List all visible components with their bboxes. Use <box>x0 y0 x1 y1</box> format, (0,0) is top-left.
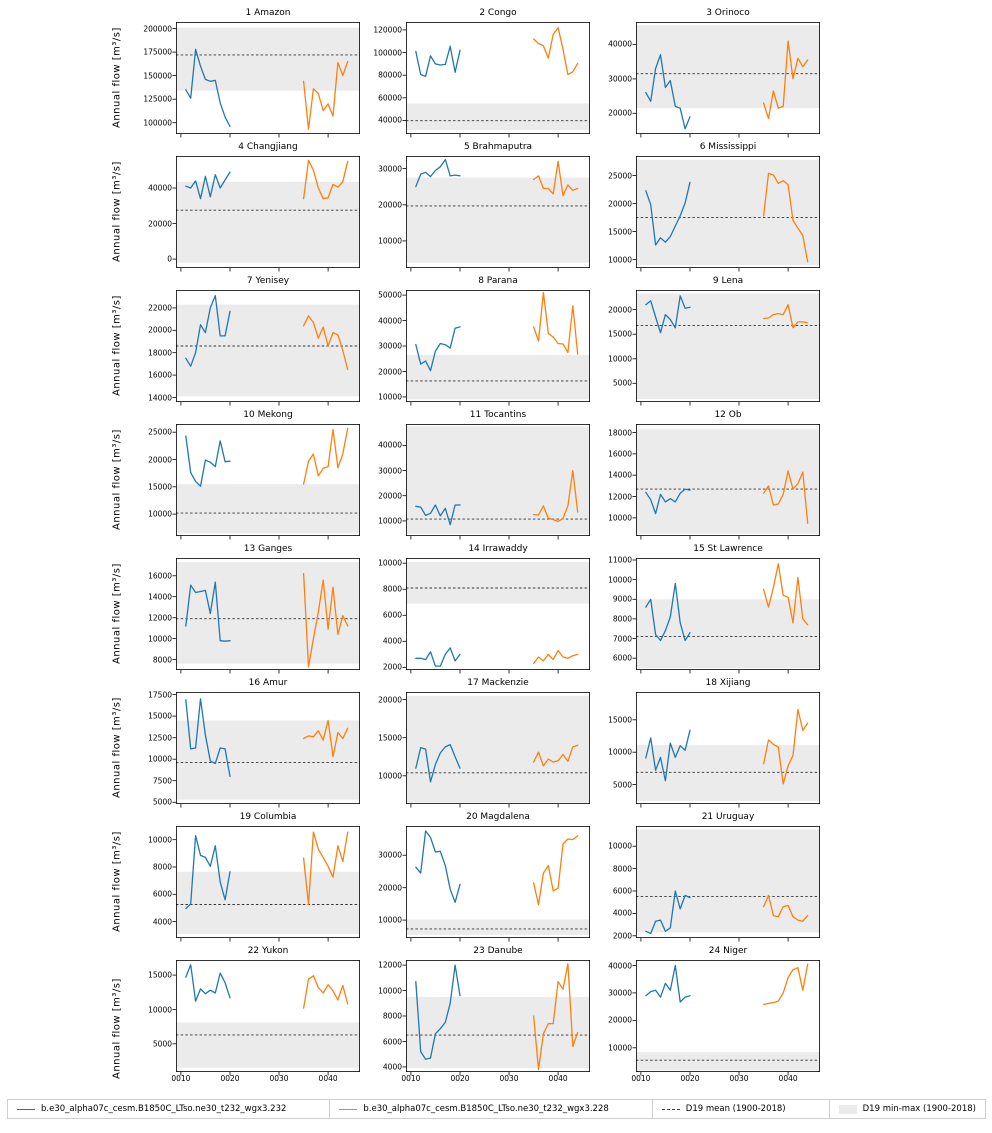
legend-label: D19 min-max (1900-2018) <box>862 1104 976 1114</box>
y-tick-label: 18000 <box>608 428 632 437</box>
subplot-title: 5 Brahmaputra <box>463 142 533 152</box>
subplot-10-mekong <box>130 408 360 536</box>
subplot-row <box>0 676 992 807</box>
y-tick-labels <box>130 690 176 807</box>
y-tick-label: 8000 <box>612 864 632 874</box>
subplot-row <box>0 274 992 402</box>
y-tick-label: 9000 <box>612 594 632 604</box>
y-tick-label: 30000 <box>608 988 632 998</box>
x-tick-label: 0040 <box>548 1074 568 1083</box>
y-tick-label: 15000 <box>608 715 632 725</box>
subplot-title: 14 Irrawaddy <box>468 544 528 554</box>
d19-minmax-band <box>176 305 360 397</box>
y-tick-label: 80000 <box>378 70 402 80</box>
plot-canvas <box>406 424 590 536</box>
y-tick-label: 40000 <box>378 115 402 125</box>
y-tick-label: 10000 <box>608 575 632 585</box>
subplot-16-amur <box>130 676 360 807</box>
d19-minmax-band <box>406 920 590 935</box>
plot-canvas <box>406 692 590 804</box>
plot-area-wrap <box>130 558 360 670</box>
y-tick-label: 15000 <box>148 711 172 721</box>
plot-canvas <box>406 960 590 1072</box>
x-tick-label: 0040 <box>778 1074 798 1083</box>
y-tick-label: 15000 <box>378 733 402 743</box>
y-tick-label: 30000 <box>378 164 402 174</box>
subplot-13-ganges <box>130 542 360 670</box>
subplot-title: 20 Magdalena <box>466 812 530 822</box>
subplot-20-magdalena <box>360 810 590 938</box>
y-tick-label: 40000 <box>378 440 402 450</box>
plot-canvas <box>636 290 820 402</box>
plot-area-wrap <box>590 156 820 268</box>
subplot-title: 15 St Lawrence <box>693 544 763 554</box>
y-tick-label: 30000 <box>378 850 402 860</box>
subplot-title: 23 Danube <box>473 946 523 956</box>
d19-minmax-band <box>636 1052 820 1070</box>
subplot-title: 8 Parana <box>478 276 518 286</box>
plot-canvas <box>406 558 590 670</box>
y-tick-labels <box>360 290 406 402</box>
y-tick-labels <box>590 826 636 941</box>
y-tick-label: 20000 <box>148 219 172 229</box>
y-axis-label: Annual flow [m³/s] <box>111 978 123 1080</box>
y-tick-label: 8000 <box>152 655 172 664</box>
legend-patch-swatch <box>839 1105 857 1114</box>
subplot-title: 19 Columbia <box>239 812 297 822</box>
series-b-line <box>534 28 578 75</box>
y-tick-label: 15000 <box>148 482 172 492</box>
y-tick-label: 20000 <box>148 325 172 335</box>
d19-minmax-band <box>176 872 360 934</box>
subplot-2-congo <box>360 6 590 134</box>
subplot-title: 13 Ganges <box>243 544 293 554</box>
y-tick-label: 5000 <box>152 797 172 807</box>
y-tick-label: 40000 <box>608 39 632 49</box>
d19-minmax-band <box>176 484 360 533</box>
legend-item-0 <box>8 1100 295 1118</box>
y-tick-label: 20000 <box>378 491 402 501</box>
subplot-4-changjiang <box>130 140 360 268</box>
series-a-line <box>416 831 460 902</box>
y-axis-label: Annual flow [m³/s] <box>111 563 123 665</box>
y-tick-label: 10000 <box>148 835 172 845</box>
y-tick-label: 5000 <box>152 1039 172 1049</box>
plot-canvas <box>636 692 820 804</box>
plot-canvas <box>636 156 820 268</box>
x-tick-label: 0040 <box>318 1074 338 1083</box>
subplot-title: 7 Yenisey <box>246 276 290 286</box>
plot-canvas <box>176 558 360 670</box>
legend-item-2 <box>652 1100 795 1118</box>
y-tick-label: 0 <box>167 254 172 264</box>
y-tick-label: 60000 <box>378 93 402 103</box>
subplot-3-orinoco <box>590 6 820 134</box>
y-tick-label: 2000 <box>382 662 402 672</box>
subplot-17-mackenzie <box>360 676 590 804</box>
subplot-title: 9 Lena <box>712 276 744 286</box>
series-a-line <box>186 965 230 1001</box>
x-tick-label: 0030 <box>269 1074 289 1083</box>
y-tick-labels <box>360 424 406 536</box>
y-tick-label: 6000 <box>382 1037 402 1046</box>
d19-minmax-band <box>636 25 820 108</box>
plot-canvas <box>636 558 820 670</box>
y-tick-labels <box>590 424 636 536</box>
plot-canvas <box>406 826 590 938</box>
y-tick-labels <box>360 156 406 268</box>
plot-canvas <box>636 22 820 134</box>
d19-minmax-band <box>636 429 820 534</box>
y-tick-label: 15000 <box>608 329 632 339</box>
plot-area-wrap <box>130 156 360 268</box>
plot-canvas <box>406 156 590 268</box>
legend-label: b.e30_alpha07c_cesm.B1850C_LTso.ne30_t232_wgx3.228 <box>363 1104 609 1114</box>
y-tick-label: 20000 <box>608 1015 632 1025</box>
y-tick-label: 10000 <box>148 754 172 764</box>
y-tick-label: 7500 <box>152 776 172 786</box>
y-tick-label: 30000 <box>378 466 402 476</box>
y-axis-label: Annual flow [m³/s] <box>111 27 123 129</box>
subplot-title: 12 Ob <box>714 410 742 420</box>
subplot-23-danube <box>360 944 590 1085</box>
y-tick-label: 15000 <box>608 227 632 237</box>
y-tick-label: 25000 <box>148 427 172 437</box>
plot-canvas <box>176 692 360 804</box>
subplot-row <box>0 944 992 1085</box>
x-tick-label: 0030 <box>729 1074 749 1083</box>
x-tick-labels <box>631 1072 820 1085</box>
y-tick-labels <box>360 960 406 1072</box>
y-tick-label: 100000 <box>373 48 402 57</box>
y-tick-label: 8000 <box>382 1011 402 1021</box>
plot-canvas <box>176 960 360 1072</box>
subplot-row <box>0 6 992 134</box>
x-tick-label: 0010 <box>401 1074 421 1083</box>
d19-minmax-band <box>406 696 590 803</box>
y-tick-label: 8000 <box>152 862 172 872</box>
y-tick-label: 100000 <box>143 118 172 128</box>
y-tick-label: 10000 <box>378 915 402 925</box>
subplot-row <box>0 810 992 941</box>
plot-canvas <box>636 826 820 938</box>
y-tick-label: 20000 <box>608 108 632 118</box>
plot-area-wrap <box>590 290 820 402</box>
plot-canvas <box>176 156 360 268</box>
subplot-title: 17 Mackenzie <box>467 678 529 688</box>
y-tick-label: 5000 <box>612 378 632 388</box>
plot-area-wrap <box>360 558 590 670</box>
y-tick-label: 4000 <box>382 1062 402 1072</box>
y-tick-label: 30000 <box>378 341 402 351</box>
y-tick-labels <box>130 290 176 402</box>
y-tick-labels <box>130 826 176 938</box>
y-tick-label: 8000 <box>612 614 632 624</box>
y-tick-labels <box>590 692 636 804</box>
x-tick-label: 0020 <box>220 1074 240 1083</box>
subplot-12-ob <box>590 408 820 536</box>
y-tick-label: 10000 <box>608 513 632 523</box>
y-tick-label: 4000 <box>382 636 402 646</box>
y-tick-labels <box>360 22 406 134</box>
y-tick-label: 16000 <box>148 370 172 380</box>
y-tick-label: 20000 <box>378 883 402 893</box>
subplot-6-mississippi <box>590 140 820 268</box>
subplot-19-columbia <box>130 810 360 938</box>
y-tick-labels <box>130 156 176 268</box>
plot-area-wrap <box>130 960 360 1072</box>
series-b-line <box>304 428 348 484</box>
subplot-title: 22 Yukon <box>247 946 289 956</box>
series-a-line <box>646 966 690 1003</box>
subplot-title: 11 Tocantins <box>469 410 527 420</box>
legend <box>7 1099 986 1119</box>
plot-area-wrap <box>590 826 820 941</box>
y-tick-labels <box>130 558 176 670</box>
plot-area-wrap <box>590 424 820 536</box>
plot-canvas <box>176 826 360 938</box>
plot-canvas <box>406 22 590 134</box>
y-tick-labels <box>590 156 636 268</box>
subplot-title: 21 Uruguay <box>701 812 755 822</box>
subplot-row <box>0 140 992 268</box>
subplot-row <box>0 542 992 670</box>
y-tick-labels <box>590 555 636 670</box>
y-tick-labels <box>130 960 176 1072</box>
y-tick-label: 4000 <box>152 917 172 927</box>
subplot-title: 18 Xijiang <box>705 678 751 688</box>
d19-minmax-band <box>176 182 360 263</box>
series-b-line <box>304 976 348 1008</box>
plot-area-wrap <box>590 960 820 1072</box>
y-tick-label: 175000 <box>143 47 172 57</box>
y-tick-labels <box>590 290 636 402</box>
y-axis-label: Annual flow [m³/s] <box>111 429 123 531</box>
subplot-24-niger <box>590 944 820 1085</box>
subplot-8-parana <box>360 274 590 402</box>
y-tick-label: 10000 <box>608 841 632 851</box>
plot-area-wrap <box>130 290 360 402</box>
plot-area-wrap <box>360 290 590 402</box>
d19-minmax-band <box>406 427 590 535</box>
d19-minmax-band <box>176 28 360 91</box>
y-tick-label: 15000 <box>148 970 172 980</box>
y-tick-label: 20000 <box>148 455 172 464</box>
y-tick-label: 30000 <box>608 74 632 84</box>
y-tick-label: 6000 <box>612 886 632 896</box>
y-tick-label: 14000 <box>148 592 172 602</box>
d19-minmax-band <box>406 562 590 604</box>
y-tick-label: 14000 <box>608 470 632 480</box>
subplot-15-st-lawrence <box>590 542 820 670</box>
legend-label: b.e30_alpha07c_cesm.B1850C_LTso.ne30_t232_wgx3.232 <box>41 1104 287 1114</box>
plot-area-wrap <box>130 826 360 938</box>
d19-minmax-band <box>406 355 590 400</box>
y-tick-labels <box>590 22 636 134</box>
y-axis-label: Annual flow [m³/s] <box>111 295 123 397</box>
y-tick-label: 22000 <box>148 303 172 313</box>
subplot-title: 1 Amazon <box>245 8 291 18</box>
y-tick-label: 17500 <box>148 690 172 700</box>
y-tick-label: 6000 <box>152 889 172 899</box>
y-tick-label: 10000 <box>148 1005 172 1014</box>
subplot-title: 24 Niger <box>708 946 748 956</box>
x-tick-labels <box>171 1072 360 1085</box>
y-tick-labels <box>130 22 176 134</box>
y-tick-label: 7000 <box>612 634 632 644</box>
y-tick-label: 20000 <box>608 305 632 315</box>
series-b-line <box>764 964 808 1004</box>
y-tick-label: 10000 <box>378 558 402 568</box>
y-tick-label: 4000 <box>612 908 632 918</box>
x-tick-label: 0020 <box>680 1074 700 1083</box>
series-b-line <box>534 836 578 905</box>
series-a-line <box>186 436 230 486</box>
y-tick-label: 12000 <box>148 613 172 623</box>
d19-minmax-band <box>176 1023 360 1068</box>
series-b-line <box>534 293 578 355</box>
y-tick-label: 12500 <box>148 733 172 743</box>
plot-canvas <box>406 290 590 402</box>
d19-minmax-band <box>406 997 590 1068</box>
y-tick-label: 8000 <box>382 584 402 594</box>
y-tick-label: 12000 <box>608 492 632 501</box>
y-tick-label: 40000 <box>378 316 402 325</box>
y-tick-label: 40000 <box>608 961 632 970</box>
y-tick-label: 16000 <box>148 571 172 581</box>
y-tick-label: 125000 <box>143 94 172 104</box>
y-tick-label: 2000 <box>612 931 632 941</box>
y-tick-label: 10000 <box>378 392 402 402</box>
y-tick-label: 10000 <box>378 986 402 995</box>
y-axis-label: Annual flow [m³/s] <box>111 831 123 933</box>
legend-line-swatch <box>17 1109 35 1110</box>
y-tick-label: 14000 <box>148 393 172 402</box>
subplot-title: 16 Amur <box>248 678 288 688</box>
d19-minmax-band <box>176 720 360 799</box>
subplot-18-xijiang <box>590 676 820 804</box>
y-tick-label: 16000 <box>608 449 632 459</box>
y-axis-label: Annual flow [m³/s] <box>111 697 123 799</box>
y-tick-label: 11000 <box>608 555 632 565</box>
y-tick-label: 10000 <box>148 634 172 644</box>
plot-area-wrap <box>130 690 360 807</box>
y-tick-label: 50000 <box>378 290 402 300</box>
plot-area-wrap <box>360 156 590 268</box>
y-tick-label: 20000 <box>378 200 402 210</box>
subplot-22-yukon <box>130 944 360 1085</box>
plot-area-wrap <box>360 960 590 1072</box>
x-tick-label: 0030 <box>499 1074 519 1083</box>
x-tick-label: 0010 <box>631 1074 651 1083</box>
y-tick-label: 10000 <box>378 236 402 246</box>
legend-label: D19 mean (1900-2018) <box>685 1104 786 1114</box>
subplot-row <box>0 408 992 536</box>
y-tick-label: 20000 <box>608 199 632 209</box>
subplot-5-brahmaputra <box>360 140 590 268</box>
y-tick-label: 20000 <box>378 695 402 705</box>
y-tick-label: 18000 <box>148 348 172 358</box>
y-tick-label: 6000 <box>612 653 632 663</box>
legend-line-swatch <box>339 1109 357 1110</box>
plot-area-wrap <box>130 424 360 536</box>
plot-area-wrap <box>360 22 590 134</box>
plot-canvas <box>636 424 820 536</box>
subplot-9-lena <box>590 274 820 402</box>
y-tick-label: 20000 <box>378 367 402 376</box>
x-tick-label: 0020 <box>450 1074 470 1083</box>
y-tick-label: 10000 <box>378 771 402 781</box>
plot-area-wrap <box>360 826 590 938</box>
y-tick-label: 200000 <box>143 24 172 34</box>
y-tick-label: 40000 <box>148 183 172 193</box>
d19-minmax-band <box>636 293 820 399</box>
y-tick-label: 25000 <box>608 171 632 181</box>
plot-area-wrap <box>590 22 820 134</box>
subplot-1-amazon <box>130 6 360 134</box>
subplot-title: 6 Mississippi <box>699 142 757 152</box>
y-axis-label: Annual flow [m³/s] <box>111 161 123 263</box>
y-tick-label: 10000 <box>378 516 402 526</box>
y-tick-label: 10000 <box>608 1043 632 1053</box>
subplot-11-tocantins <box>360 408 590 536</box>
d19-minmax-band <box>176 562 360 664</box>
plot-canvas <box>176 290 360 402</box>
y-tick-labels <box>130 424 176 536</box>
subplot-7-yenisey <box>130 274 360 402</box>
plot-canvas <box>636 960 820 1072</box>
d19-minmax-band <box>406 104 590 131</box>
subplot-title: 4 Changjiang <box>238 142 298 152</box>
y-tick-label: 10000 <box>148 509 172 519</box>
legend-dashed-swatch <box>662 1109 680 1110</box>
plot-area-wrap <box>360 424 590 536</box>
x-tick-label: 0010 <box>171 1074 191 1083</box>
y-tick-label: 120000 <box>373 25 402 35</box>
plot-canvas <box>176 22 360 134</box>
y-tick-label: 5000 <box>612 780 632 790</box>
series-a-line <box>416 648 460 666</box>
y-tick-label: 10000 <box>608 354 632 364</box>
y-tick-labels <box>360 692 406 804</box>
series-a-line <box>416 46 460 76</box>
y-tick-labels <box>360 826 406 938</box>
legend-item-3 <box>829 1100 985 1118</box>
subplot-title: 3 Orinoco <box>706 8 750 18</box>
y-tick-label: 6000 <box>382 610 402 620</box>
y-tick-labels <box>360 558 406 670</box>
plot-canvas <box>176 424 360 536</box>
x-tick-labels <box>401 1072 590 1085</box>
subplot-title: 2 Congo <box>479 8 517 18</box>
y-tick-labels <box>590 960 636 1072</box>
series-b-line <box>534 651 578 664</box>
plot-area-wrap <box>360 692 590 804</box>
y-tick-label: 10000 <box>608 255 632 265</box>
legend-item-1 <box>329 1100 617 1118</box>
subplot-14-irrawaddy <box>360 542 590 670</box>
subplot-21-uruguay <box>590 810 820 941</box>
subplot-title: 10 Mekong <box>243 410 293 420</box>
plot-area-wrap <box>130 22 360 134</box>
y-tick-label: 10000 <box>608 747 632 757</box>
plot-area-wrap <box>590 555 820 670</box>
plot-area-wrap <box>590 692 820 804</box>
y-tick-label: 150000 <box>143 71 172 81</box>
y-tick-label: 12000 <box>378 960 402 970</box>
